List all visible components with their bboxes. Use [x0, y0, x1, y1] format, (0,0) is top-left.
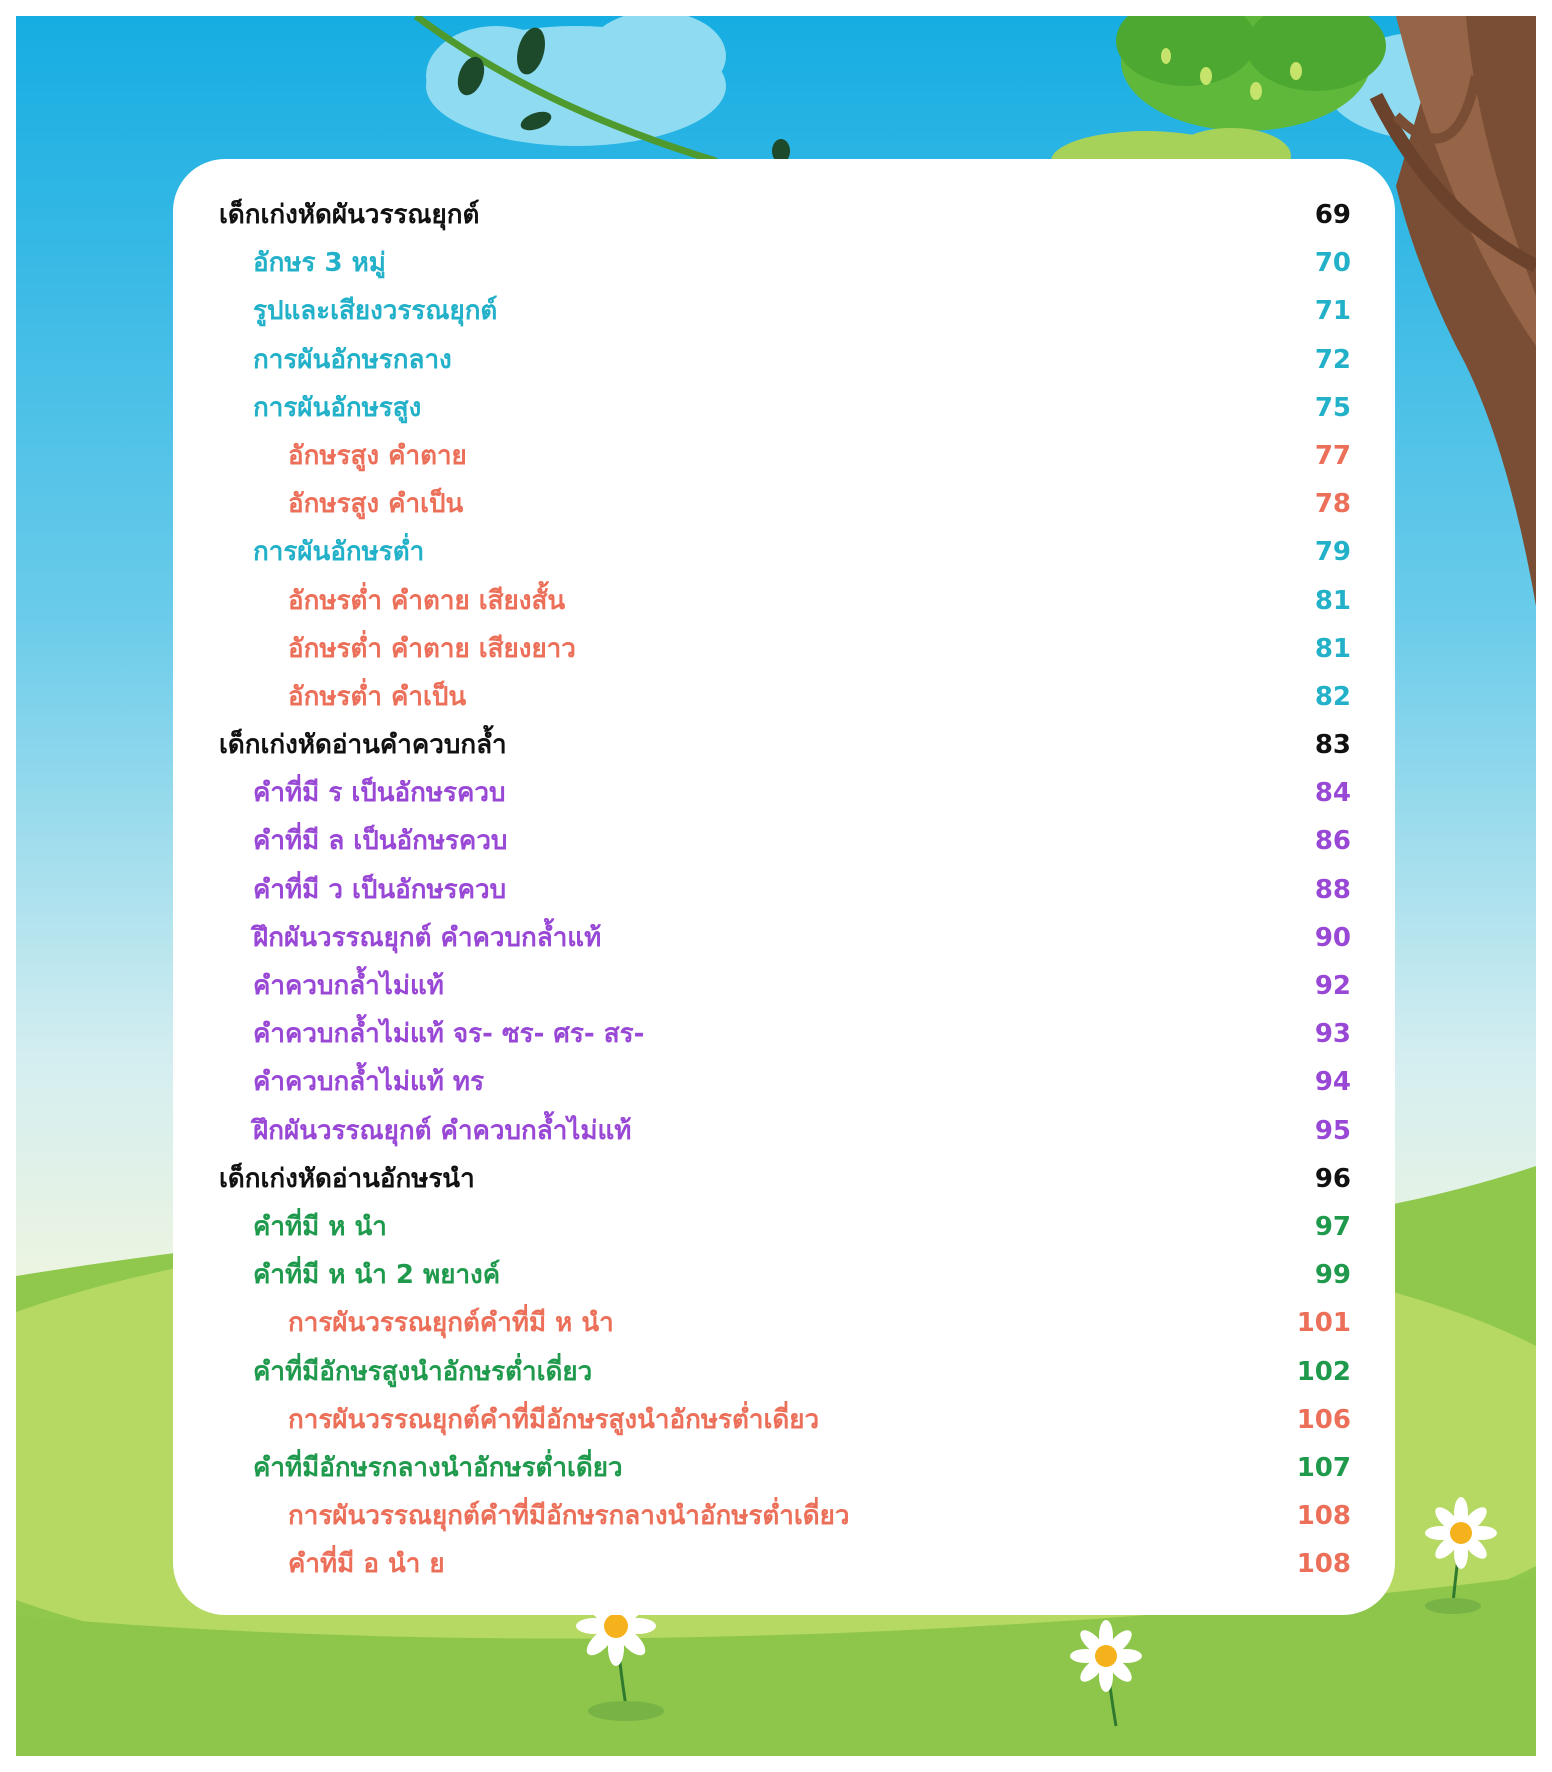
toc-entry-page-number: 72 — [1314, 344, 1351, 375]
toc-entry[interactable] — [173, 1396, 1395, 1444]
toc-entry-page-number: 78 — [1314, 489, 1351, 520]
toc-entry-title: อักษรต่ำ คำตาย เสียงยาว — [288, 633, 576, 664]
toc-entry[interactable] — [173, 191, 1395, 239]
toc-entry[interactable] — [173, 1348, 1395, 1396]
toc-entry[interactable] — [173, 1251, 1395, 1299]
toc-entry[interactable] — [173, 384, 1395, 432]
toc-entry-title: ฝึกผันวรรณยุกต์ คำควบกล้ำแท้ — [253, 922, 602, 953]
toc-entry-page-number: 99 — [1314, 1260, 1351, 1291]
toc-entry[interactable] — [173, 1155, 1395, 1203]
table-of-contents-card — [173, 159, 1395, 1615]
toc-entry-title: คำควบกล้ำไม่แท้ จร- ซร- ศร- สร- — [253, 1019, 645, 1050]
toc-list — [173, 191, 1395, 1588]
toc-entry-title: คำที่มีอักษรกลางนำอักษรต่ำเดี่ยว — [253, 1452, 623, 1483]
toc-entry-page-number: 101 — [1296, 1308, 1351, 1339]
toc-entry-page-number: 92 — [1314, 971, 1351, 1001]
toc-entry-page-number: 96 — [1314, 1163, 1351, 1194]
toc-entry-page-number: 81 — [1314, 585, 1351, 616]
toc-entry-page-number: 90 — [1314, 922, 1351, 953]
toc-entry-title: ฝึกผันวรรณยุกต์ คำควบกล้ำไม่แท้ — [253, 1115, 632, 1146]
toc-entry-title: คำที่มีอักษรสูงนำอักษรต่ำเดี่ยว — [253, 1356, 593, 1387]
toc-entry-title: เด็กเก่งหัดอ่านอักษรนำ — [219, 1163, 475, 1194]
toc-entry-title: อักษรต่ำ คำเป็น — [288, 681, 467, 712]
toc-entry-page-number: 94 — [1314, 1067, 1351, 1098]
toc-entry-page-number: 79 — [1314, 537, 1351, 568]
toc-entry-title: การผันอักษรสูง — [253, 392, 422, 423]
toc-entry-page-number: 71 — [1314, 296, 1351, 327]
toc-entry-page-number: 75 — [1314, 392, 1351, 423]
toc-entry[interactable] — [173, 1058, 1395, 1106]
toc-entry[interactable] — [173, 1010, 1395, 1058]
toc-entry-title: การผันอักษรต่ำ — [253, 537, 425, 568]
toc-entry[interactable] — [173, 625, 1395, 673]
toc-entry[interactable] — [173, 432, 1395, 480]
toc-entry-page-number: 70 — [1314, 248, 1351, 279]
toc-entry[interactable] — [173, 1444, 1395, 1492]
toc-entry-title: เด็กเก่งหัดผันวรรณยุกต์ — [219, 200, 480, 230]
toc-entry[interactable] — [173, 769, 1395, 817]
toc-entry[interactable] — [173, 866, 1395, 914]
toc-entry-title: อักษรต่ำ คำตาย เสียงสั้น — [288, 585, 566, 616]
toc-entry[interactable] — [173, 528, 1395, 576]
toc-entry-title: การผันวรรณยุกต์คำที่มีอักษรกลางนำอักษรต่ำเดี่ยว — [288, 1501, 850, 1532]
toc-entry-page-number: 82 — [1314, 681, 1351, 712]
toc-entry-page-number: 77 — [1314, 440, 1351, 471]
toc-entry-page-number: 93 — [1314, 1019, 1351, 1050]
toc-entry-title: คำที่มี ร เป็นอักษรควบ — [253, 778, 506, 809]
toc-entry[interactable] — [173, 673, 1395, 721]
toc-entry-title: คำที่มี ห นำ — [253, 1211, 387, 1242]
toc-entry[interactable] — [173, 962, 1395, 1010]
toc-entry[interactable] — [173, 1107, 1395, 1155]
toc-entry-title: อักษรสูง คำเป็น — [288, 489, 464, 520]
toc-entry-page-number: 106 — [1296, 1404, 1351, 1435]
toc-entry[interactable] — [173, 1540, 1395, 1588]
toc-entry-title: คำที่มี ห นำ 2 พยางค์ — [253, 1260, 501, 1291]
toc-entry-title: คำที่มี อ นำ ย — [288, 1549, 445, 1580]
toc-entry-title: รูปและเสียงวรรณยุกต์ — [253, 296, 498, 327]
toc-entry-title: คำที่มี ล เป็นอักษรควบ — [253, 826, 508, 857]
toc-entry[interactable] — [173, 336, 1395, 384]
toc-entry-page-number: 69 — [1314, 200, 1351, 230]
toc-entry-title: อักษร 3 หมู่ — [253, 248, 386, 279]
toc-entry-title: คำที่มี ว เป็นอักษรควบ — [253, 874, 507, 905]
toc-entry-page-number: 102 — [1296, 1356, 1351, 1387]
toc-entry-title: คำควบกล้ำไม่แท้ — [253, 971, 444, 1001]
toc-entry[interactable] — [173, 577, 1395, 625]
toc-entry-page-number: 83 — [1314, 730, 1351, 761]
toc-entry[interactable] — [173, 287, 1395, 335]
toc-entry[interactable] — [173, 239, 1395, 287]
page-illustration — [16, 16, 1536, 1756]
toc-entry-title: การผันวรรณยุกต์คำที่มี ห นำ — [288, 1308, 614, 1339]
toc-entry[interactable] — [173, 1299, 1395, 1347]
toc-entry-page-number: 81 — [1314, 633, 1351, 664]
toc-entry[interactable] — [173, 1492, 1395, 1540]
toc-entry-page-number: 88 — [1314, 874, 1351, 905]
toc-entry[interactable] — [173, 914, 1395, 962]
toc-entry-page-number: 108 — [1296, 1549, 1351, 1580]
toc-entry-page-number: 86 — [1314, 826, 1351, 857]
toc-entry-page-number: 97 — [1314, 1211, 1351, 1242]
toc-entry[interactable] — [173, 817, 1395, 865]
toc-entry-page-number: 95 — [1314, 1115, 1351, 1146]
toc-entry[interactable] — [173, 721, 1395, 769]
toc-entry[interactable] — [173, 480, 1395, 528]
toc-entry[interactable] — [173, 1203, 1395, 1251]
toc-entry-title: เด็กเก่งหัดอ่านคำควบกล้ำ — [219, 730, 507, 761]
toc-entry-page-number: 108 — [1296, 1501, 1351, 1532]
toc-entry-title: คำควบกล้ำไม่แท้ ทร — [253, 1067, 485, 1098]
toc-entry-title: อักษรสูง คำตาย — [288, 440, 467, 471]
toc-entry-page-number: 84 — [1314, 778, 1351, 809]
toc-entry-title: การผันอักษรกลาง — [253, 344, 452, 375]
toc-entry-page-number: 107 — [1296, 1452, 1351, 1483]
toc-entry-title: การผันวรรณยุกต์คำที่มีอักษรสูงนำอักษรต่ำเดี่ยว — [288, 1404, 820, 1435]
